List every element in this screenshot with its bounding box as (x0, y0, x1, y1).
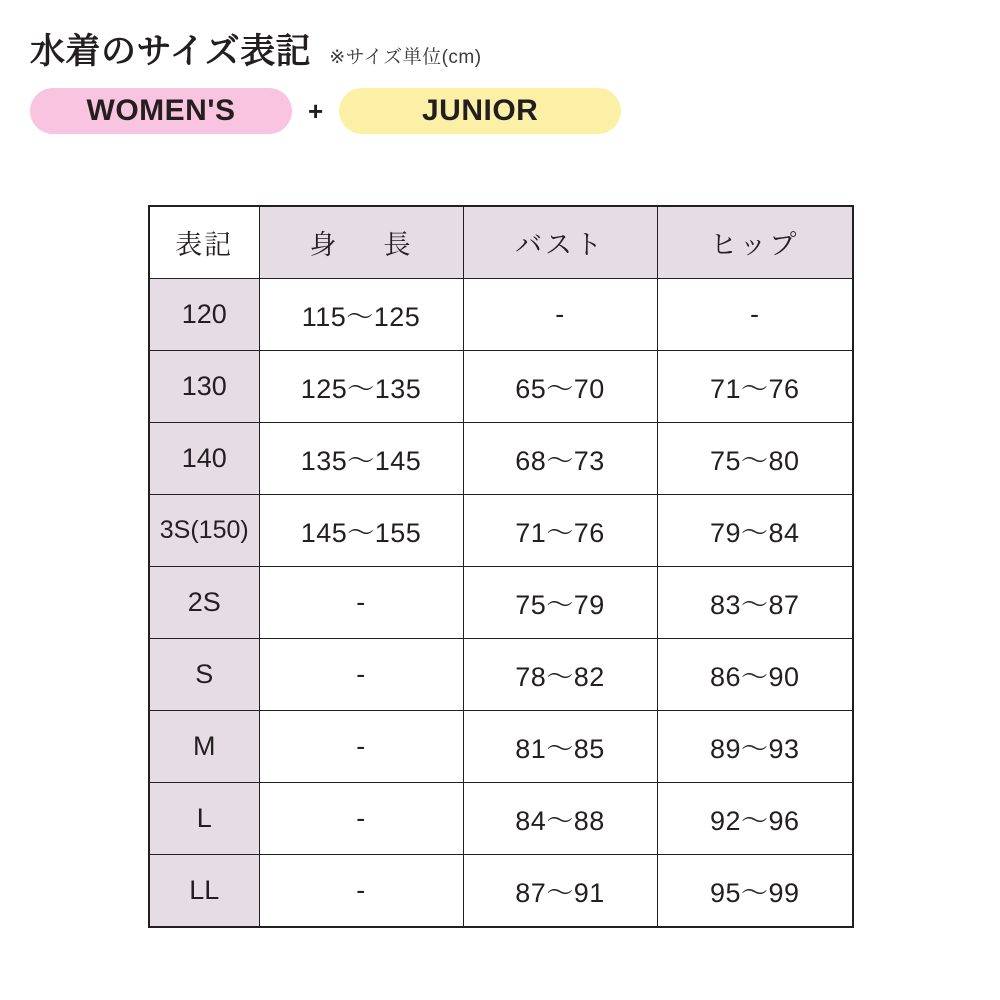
size-table (148, 205, 854, 928)
cell-bust: 65〜70 (463, 351, 657, 423)
cell-bust: 75〜79 (463, 567, 657, 639)
cell-hip: 95〜99 (657, 855, 853, 928)
cell-hip: 79〜84 (657, 495, 853, 567)
row-label: 130 (149, 351, 259, 423)
cell-height: 145〜155 (259, 495, 463, 567)
cell-hip: 89〜93 (657, 711, 853, 783)
row-label: L (149, 783, 259, 855)
cell-bust: 78〜82 (463, 639, 657, 711)
column-header-label: 表記 (149, 206, 259, 279)
table-row (149, 495, 853, 567)
cell-hip: 75〜80 (657, 423, 853, 495)
cell-height: 115〜125 (259, 279, 463, 351)
cell-height: - (259, 711, 463, 783)
cell-height: 135〜145 (259, 423, 463, 495)
title-row (30, 24, 970, 74)
cell-height: - (259, 855, 463, 928)
badge-womens: WOMEN'S (30, 88, 292, 134)
column-header-hip: ヒップ (657, 206, 853, 279)
cell-height: 125〜135 (259, 351, 463, 423)
cell-hip: 83〜87 (657, 567, 853, 639)
cell-height: - (259, 783, 463, 855)
table-row (149, 567, 853, 639)
table-row (149, 423, 853, 495)
row-label: 3S(150) (149, 495, 259, 567)
cell-bust: 68〜73 (463, 423, 657, 495)
unit-note: ※サイズ単位(cm) (329, 47, 482, 68)
column-header-height: 身 長 (259, 206, 463, 279)
column-header-bust: バスト (463, 206, 657, 279)
cell-bust: 84〜88 (463, 783, 657, 855)
plus-icon: + (308, 95, 324, 126)
cell-hip: - (657, 279, 853, 351)
cell-bust: 71〜76 (463, 495, 657, 567)
badge-junior: JUNIOR (339, 88, 621, 134)
table-row (149, 639, 853, 711)
cell-bust: 87〜91 (463, 855, 657, 928)
row-label: M (149, 711, 259, 783)
table-row (149, 279, 853, 351)
cell-hip: 92〜96 (657, 783, 853, 855)
size-table-container (148, 205, 854, 928)
cell-hip: 71〜76 (657, 351, 853, 423)
row-label: S (149, 639, 259, 711)
row-label: 2S (149, 567, 259, 639)
table-head (149, 206, 853, 279)
table-header-row (149, 206, 853, 279)
cell-hip: 86〜90 (657, 639, 853, 711)
cell-height: - (259, 567, 463, 639)
badge-row (30, 88, 970, 134)
row-label: LL (149, 855, 259, 928)
cell-bust: 81〜85 (463, 711, 657, 783)
table-body (149, 279, 853, 928)
table-row (149, 711, 853, 783)
row-label: 140 (149, 423, 259, 495)
cell-height: - (259, 639, 463, 711)
table-row (149, 351, 853, 423)
table-row (149, 783, 853, 855)
table-row (149, 855, 853, 928)
row-label: 120 (149, 279, 259, 351)
cell-bust: - (463, 279, 657, 351)
page-title: 水着のサイズ表記 (30, 32, 312, 71)
header (30, 24, 970, 134)
